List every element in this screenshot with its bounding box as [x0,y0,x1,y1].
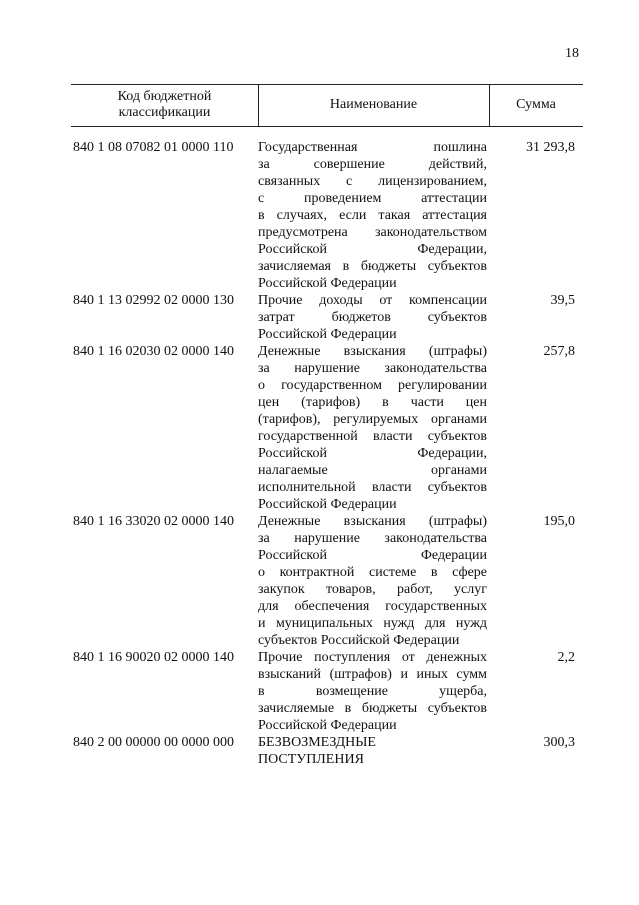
table-row [0,513,639,649]
header-code [71,84,258,126]
table-header-bottom-rule [71,126,583,127]
description-line: ПОСТУПЛЕНИЯ [258,752,364,767]
description-line: Российской Федерации [258,327,397,342]
description-line: Российской Федерации [258,718,397,733]
description-line: закупок товаров, работ, услуг [258,582,487,597]
table-row [0,139,639,292]
description-line: за совершение действий, [258,157,487,172]
description-line: Денежные взыскания (штрафы) [258,514,487,529]
row-description [258,343,487,513]
row-code: 840 1 08 07082 01 0000 110 [73,140,234,155]
description-line: и муниципальных нужд для нужд [258,616,487,631]
description-line: о контрактной системе в сфере [258,565,487,580]
row-description [258,734,487,768]
description-line: Российской Федерации [258,548,487,563]
page-number: 18 [565,46,579,61]
description-line: Российской Федерации, [258,446,487,461]
header-sum: Сумма [516,97,556,112]
description-line: предусмотрена законодательством [258,225,487,240]
description-line: зачисляемые в бюджеты субъектов [258,701,487,716]
row-code: 840 1 16 33020 02 0000 140 [73,514,234,529]
description-line: Российской Федерации [258,497,397,512]
header-code-line-1: Код бюджетной [117,89,212,104]
description-line: БЕЗВОЗМЕЗДНЫЕ [258,735,376,750]
header-code-line-2: классификации [118,105,211,120]
row-sum: 31 293,8 [526,140,575,155]
description-line: Прочие поступления от денежных [258,650,487,665]
row-code: 840 1 13 02992 02 0000 130 [73,293,234,308]
table-body [0,139,639,768]
description-line: зачисляемая в бюджеты субъектов [258,259,487,274]
description-line: (тарифов), регулируемых органами [258,412,487,427]
description-line: в возмещение ущерба, [258,684,487,699]
table-row [0,649,639,734]
table-row [0,343,639,513]
table-row [0,292,639,343]
row-description [258,649,487,734]
description-line: связанных с лицензированием, [258,174,487,189]
row-sum: 300,3 [543,735,575,750]
description-line: Российской Федерации [258,276,397,291]
description-line: исполнительной власти субъектов [258,480,487,495]
description-line: в случаях, если такая аттестация [258,208,487,223]
description-line: за нарушение законодательства [258,531,487,546]
row-code: 840 1 16 02030 02 0000 140 [73,344,234,359]
row-sum: 195,0 [543,514,575,529]
description-line: Российской Федерации, [258,242,487,257]
description-line: о государственном регулировании [258,378,487,393]
row-code: 840 2 00 00000 00 0000 000 [73,735,234,750]
description-line: взысканий (штрафов) и иных сумм [258,667,487,682]
description-line: с проведением аттестации [258,191,487,206]
row-sum: 2,2 [557,650,575,665]
description-line: налагаемые органами [258,463,487,478]
row-description [258,513,487,649]
description-line: Прочие доходы от компенсации [258,293,487,308]
header-name: Наименование [329,97,418,112]
table-row [0,734,639,768]
row-sum: 257,8 [543,344,575,359]
description-line: за нарушение законодательства [258,361,487,376]
row-description [258,292,487,343]
description-line: субъектов Российской Федерации [258,633,460,648]
description-line: Государственная пошлина [258,140,487,155]
description-line: Денежные взыскания (штрафы) [258,344,487,359]
description-line: государственной власти субъектов [258,429,487,444]
description-line: цен (тарифов) в части цен [258,395,487,410]
row-description [258,139,487,292]
row-sum: 39,5 [550,293,575,308]
description-line: затрат бюджетов субъектов [258,310,487,325]
row-code: 840 1 16 90020 02 0000 140 [73,650,234,665]
description-line: для обеспечения государственных [258,599,487,614]
